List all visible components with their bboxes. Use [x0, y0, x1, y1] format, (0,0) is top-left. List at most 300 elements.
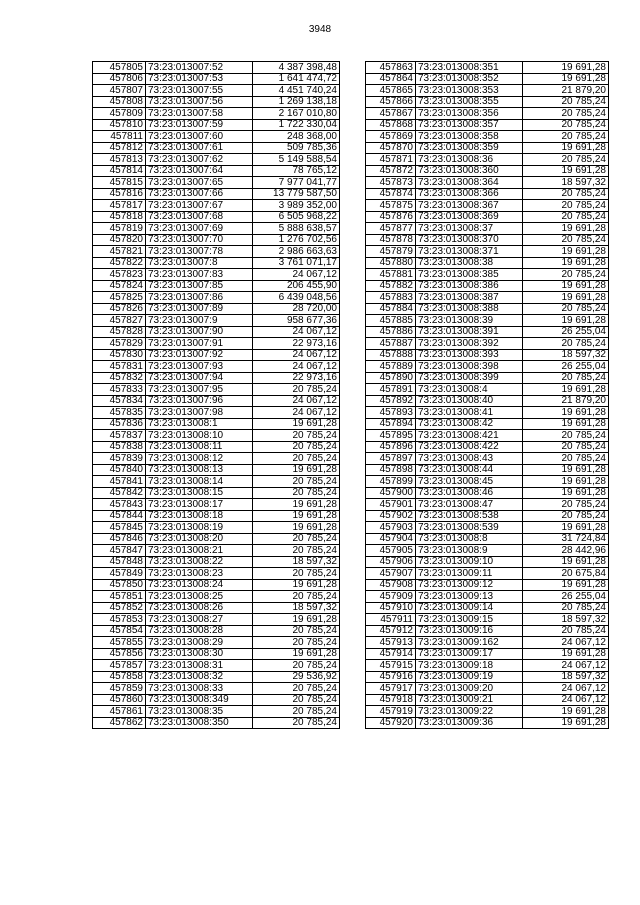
table-row [93, 280, 340, 292]
value-cell: 19 691,28 [523, 717, 609, 729]
table-row [366, 200, 609, 212]
cadastral-number-cell: 73:23:013008:13 [146, 464, 253, 476]
row-id-cell: 457906 [366, 556, 416, 568]
cadastral-number-cell: 73:23:013009:19 [416, 671, 523, 683]
table-row [93, 361, 340, 373]
row-id-cell: 457919 [366, 706, 416, 718]
row-id-cell: 457894 [366, 418, 416, 430]
cadastral-number-cell: 73:23:013008:349 [146, 694, 253, 706]
cadastral-number-cell: 73:23:013008:371 [416, 246, 523, 258]
table-row [366, 326, 609, 338]
cadastral-number-cell: 73:23:013007:89 [146, 303, 253, 315]
row-id-cell: 457871 [366, 154, 416, 166]
value-cell: 4 387 398,48 [253, 62, 340, 74]
value-cell: 19 691,28 [523, 315, 609, 327]
row-id-cell: 457886 [366, 326, 416, 338]
table-row [366, 280, 609, 292]
row-id-cell: 457872 [366, 165, 416, 177]
row-id-cell: 457905 [366, 545, 416, 557]
cadastral-number-cell: 73:23:013008:35 [146, 706, 253, 718]
row-id-cell: 457916 [366, 671, 416, 683]
table-row [366, 591, 609, 603]
table-row [93, 671, 340, 683]
table-row [366, 165, 609, 177]
table-row [93, 223, 340, 235]
value-cell: 20 785,24 [253, 625, 340, 637]
row-id-cell: 457840 [93, 464, 146, 476]
value-cell: 5 149 588,54 [253, 154, 340, 166]
table-row [366, 372, 609, 384]
row-id-cell: 457835 [93, 407, 146, 419]
row-id-cell: 457869 [366, 131, 416, 143]
value-cell: 13 779 587,50 [253, 188, 340, 200]
row-id-cell: 457898 [366, 464, 416, 476]
cadastral-number-cell: 73:23:013007:93 [146, 361, 253, 373]
cadastral-number-cell: 73:23:013008:539 [416, 522, 523, 534]
table-row [93, 591, 340, 603]
cadastral-number-cell: 73:23:013008:45 [416, 476, 523, 488]
table-row [366, 499, 609, 511]
value-cell: 2 167 010,80 [253, 108, 340, 120]
cadastral-number-cell: 73:23:013007:66 [146, 188, 253, 200]
value-cell: 24 067,12 [523, 683, 609, 695]
cadastral-number-cell: 73:23:013008:27 [146, 614, 253, 626]
table-row [93, 418, 340, 430]
value-cell: 5 888 638,57 [253, 223, 340, 235]
cadastral-number-cell: 73:23:013008:11 [146, 441, 253, 453]
table-row [366, 154, 609, 166]
cadastral-number-cell: 73:23:013009:12 [416, 579, 523, 591]
table-row [93, 200, 340, 212]
value-cell: 20 785,24 [523, 453, 609, 465]
cadastral-number-cell: 73:23:013009:17 [416, 648, 523, 660]
cadastral-number-cell: 73:23:013008:366 [416, 188, 523, 200]
value-cell: 24 067,12 [253, 395, 340, 407]
row-id-cell: 457856 [93, 648, 146, 660]
cadastral-number-cell: 73:23:013009:16 [416, 625, 523, 637]
row-id-cell: 457817 [93, 200, 146, 212]
value-cell: 1 641 474,72 [253, 73, 340, 85]
row-id-cell: 457841 [93, 476, 146, 488]
row-id-cell: 457836 [93, 418, 146, 430]
table-row [93, 384, 340, 396]
value-cell: 19 691,28 [253, 499, 340, 511]
cadastral-number-cell: 73:23:013009:162 [416, 637, 523, 649]
value-cell: 19 691,28 [523, 464, 609, 476]
table-row [366, 430, 609, 442]
value-cell: 19 691,28 [253, 614, 340, 626]
cadastral-number-cell: 73:23:013008:19 [146, 522, 253, 534]
table-row [93, 453, 340, 465]
row-id-cell: 457828 [93, 326, 146, 338]
table-row [93, 694, 340, 706]
row-id-cell: 457819 [93, 223, 146, 235]
value-cell: 26 255,04 [523, 591, 609, 603]
value-cell: 26 255,04 [523, 326, 609, 338]
table-row [93, 315, 340, 327]
table-row [366, 292, 609, 304]
row-id-cell: 457829 [93, 338, 146, 350]
table-row [93, 349, 340, 361]
value-cell: 20 785,24 [253, 453, 340, 465]
row-id-cell: 457831 [93, 361, 146, 373]
table-row [366, 717, 609, 729]
table-row [93, 637, 340, 649]
cadastral-number-cell: 73:23:013007:85 [146, 280, 253, 292]
row-id-cell: 457915 [366, 660, 416, 672]
value-cell: 18 597,32 [523, 177, 609, 189]
table-row [366, 637, 609, 649]
table-row [93, 441, 340, 453]
row-id-cell: 457824 [93, 280, 146, 292]
row-id-cell: 457853 [93, 614, 146, 626]
table-row [93, 177, 340, 189]
cadastral-number-cell: 73:23:013008:18 [146, 510, 253, 522]
row-id-cell: 457904 [366, 533, 416, 545]
table-row [93, 142, 340, 154]
value-cell: 20 785,24 [253, 441, 340, 453]
table-row [93, 476, 340, 488]
value-cell: 19 691,28 [523, 223, 609, 235]
cadastral-number-cell: 73:23:013008:31 [146, 660, 253, 672]
value-cell: 19 691,28 [523, 579, 609, 591]
table-row [93, 119, 340, 131]
row-id-cell: 457846 [93, 533, 146, 545]
row-id-cell: 457865 [366, 85, 416, 97]
value-cell: 24 067,12 [253, 361, 340, 373]
cadastral-number-cell: 73:23:013008:40 [416, 395, 523, 407]
cadastral-number-cell: 73:23:013008:351 [416, 62, 523, 74]
value-cell: 20 785,24 [253, 660, 340, 672]
row-id-cell: 457877 [366, 223, 416, 235]
cadastral-number-cell: 73:23:013008:41 [416, 407, 523, 419]
table-row [93, 602, 340, 614]
value-cell: 20 785,24 [253, 545, 340, 557]
cadastral-number-cell: 73:23:013008:9 [416, 545, 523, 557]
value-cell: 19 691,28 [523, 487, 609, 499]
value-cell: 19 691,28 [523, 407, 609, 419]
value-cell: 19 691,28 [523, 476, 609, 488]
value-cell: 19 691,28 [523, 257, 609, 269]
table-row [366, 694, 609, 706]
row-id-cell: 457812 [93, 142, 146, 154]
table-row [93, 292, 340, 304]
cadastral-number-cell: 73:23:013007:91 [146, 338, 253, 350]
value-cell: 19 691,28 [253, 648, 340, 660]
table-row [93, 303, 340, 315]
row-id-cell: 457823 [93, 269, 146, 281]
row-id-cell: 457880 [366, 257, 416, 269]
table-row [93, 188, 340, 200]
value-cell: 20 785,24 [523, 269, 609, 281]
value-cell: 20 785,24 [523, 211, 609, 223]
value-cell: 24 067,12 [523, 637, 609, 649]
table-row [93, 85, 340, 97]
cadastral-number-cell: 73:23:013007:92 [146, 349, 253, 361]
cadastral-number-cell: 73:23:013008:22 [146, 556, 253, 568]
row-id-cell: 457870 [366, 142, 416, 154]
cadastral-number-cell: 73:23:013007:59 [146, 119, 253, 131]
table-row [93, 326, 340, 338]
cadastral-number-cell: 73:23:013008:26 [146, 602, 253, 614]
row-id-cell: 457866 [366, 96, 416, 108]
table-row [93, 246, 340, 258]
value-cell: 20 785,24 [523, 303, 609, 315]
table-row [366, 683, 609, 695]
cadastral-number-cell: 73:23:013009:36 [416, 717, 523, 729]
cadastral-number-cell: 73:23:013007:61 [146, 142, 253, 154]
row-id-cell: 457843 [93, 499, 146, 511]
value-cell: 19 691,28 [523, 73, 609, 85]
row-id-cell: 457889 [366, 361, 416, 373]
value-cell: 20 785,24 [523, 234, 609, 246]
row-id-cell: 457908 [366, 579, 416, 591]
value-cell: 20 785,24 [523, 200, 609, 212]
table-row [366, 188, 609, 200]
value-cell: 20 785,24 [253, 430, 340, 442]
row-id-cell: 457838 [93, 441, 146, 453]
row-id-cell: 457848 [93, 556, 146, 568]
value-cell: 24 067,12 [253, 407, 340, 419]
row-id-cell: 457860 [93, 694, 146, 706]
cadastral-number-cell: 73:23:013008:359 [416, 142, 523, 154]
row-id-cell: 457861 [93, 706, 146, 718]
table-row [366, 614, 609, 626]
value-cell: 3 761 071,17 [253, 257, 340, 269]
row-id-cell: 457847 [93, 545, 146, 557]
row-id-cell: 457830 [93, 349, 146, 361]
cadastral-number-cell: 73:23:013007:8 [146, 257, 253, 269]
value-cell: 19 691,28 [523, 62, 609, 74]
row-id-cell: 457899 [366, 476, 416, 488]
row-id-cell: 457821 [93, 246, 146, 258]
table-row [366, 625, 609, 637]
cadastral-number-cell: 73:23:013008:12 [146, 453, 253, 465]
cadastral-number-cell: 73:23:013007:90 [146, 326, 253, 338]
row-id-cell: 457875 [366, 200, 416, 212]
table-row [93, 395, 340, 407]
value-cell: 2 986 663,63 [253, 246, 340, 258]
row-id-cell: 457837 [93, 430, 146, 442]
row-id-cell: 457857 [93, 660, 146, 672]
cadastral-number-cell: 73:23:013008:355 [416, 96, 523, 108]
table-row [366, 407, 609, 419]
value-cell: 78 765,12 [253, 165, 340, 177]
row-id-cell: 457868 [366, 119, 416, 131]
value-cell: 18 597,32 [523, 671, 609, 683]
value-cell: 248 368,00 [253, 131, 340, 143]
cadastral-number-cell: 73:23:013008:387 [416, 292, 523, 304]
cadastral-number-cell: 73:23:013008:357 [416, 119, 523, 131]
value-cell: 20 785,24 [523, 625, 609, 637]
table-row [366, 453, 609, 465]
value-cell: 22 973,16 [253, 372, 340, 384]
value-cell: 7 977 041,77 [253, 177, 340, 189]
row-id-cell: 457813 [93, 154, 146, 166]
table-row [366, 177, 609, 189]
cadastral-number-cell: 73:23:013007:58 [146, 108, 253, 120]
value-cell: 20 785,24 [523, 119, 609, 131]
value-cell: 206 455,90 [253, 280, 340, 292]
value-cell: 20 785,24 [523, 430, 609, 442]
value-cell: 24 067,12 [253, 269, 340, 281]
table-row [93, 706, 340, 718]
row-id-cell: 457900 [366, 487, 416, 499]
table-row [366, 648, 609, 660]
cadastral-number-cell: 73:23:013007:64 [146, 165, 253, 177]
row-id-cell: 457909 [366, 591, 416, 603]
cadastral-number-cell: 73:23:013008:39 [416, 315, 523, 327]
cadastral-number-cell: 73:23:013008:30 [146, 648, 253, 660]
cadastral-number-cell: 73:23:013008:369 [416, 211, 523, 223]
value-cell: 19 691,28 [523, 418, 609, 430]
row-id-cell: 457910 [366, 602, 416, 614]
cadastral-number-cell: 73:23:013009:13 [416, 591, 523, 603]
table-row [366, 303, 609, 315]
cadastral-number-cell: 73:23:013008:350 [146, 717, 253, 729]
cadastral-number-cell: 73:23:013008:8 [416, 533, 523, 545]
row-id-cell: 457913 [366, 637, 416, 649]
value-cell: 18 597,32 [523, 614, 609, 626]
cadastral-number-cell: 73:23:013008:4 [416, 384, 523, 396]
value-cell: 20 785,24 [523, 338, 609, 350]
cadastral-number-cell: 73:23:013008:360 [416, 165, 523, 177]
table-row [366, 579, 609, 591]
value-cell: 20 785,24 [253, 683, 340, 695]
table-row [366, 108, 609, 120]
table-row [366, 119, 609, 131]
row-id-cell: 457863 [366, 62, 416, 74]
value-cell: 24 067,12 [523, 660, 609, 672]
row-id-cell: 457884 [366, 303, 416, 315]
row-id-cell: 457874 [366, 188, 416, 200]
value-cell: 20 785,24 [523, 188, 609, 200]
row-id-cell: 457879 [366, 246, 416, 258]
value-cell: 20 785,24 [523, 372, 609, 384]
row-id-cell: 457852 [93, 602, 146, 614]
table-row [93, 73, 340, 85]
row-id-cell: 457888 [366, 349, 416, 361]
row-id-cell: 457876 [366, 211, 416, 223]
value-cell: 24 067,12 [523, 694, 609, 706]
value-cell: 20 785,24 [523, 108, 609, 120]
table-row [366, 522, 609, 534]
table-row [93, 510, 340, 522]
row-id-cell: 457834 [93, 395, 146, 407]
table-row [366, 384, 609, 396]
cadastral-number-cell: 73:23:013007:67 [146, 200, 253, 212]
table-row [366, 568, 609, 580]
table-row [93, 62, 340, 74]
value-cell: 958 677,36 [253, 315, 340, 327]
row-id-cell: 457897 [366, 453, 416, 465]
cadastral-number-cell: 73:23:013007:70 [146, 234, 253, 246]
row-id-cell: 457844 [93, 510, 146, 522]
cadastral-number-cell: 73:23:013008:20 [146, 533, 253, 545]
row-id-cell: 457818 [93, 211, 146, 223]
value-cell: 21 879,20 [523, 85, 609, 97]
cadastral-number-cell: 73:23:013007:68 [146, 211, 253, 223]
table-row [93, 660, 340, 672]
cadastral-number-cell: 73:23:013008:352 [416, 73, 523, 85]
value-cell: 19 691,28 [523, 142, 609, 154]
table-row [93, 131, 340, 143]
row-id-cell: 457895 [366, 430, 416, 442]
cadastral-number-cell: 73:23:013008:370 [416, 234, 523, 246]
table-row [93, 257, 340, 269]
value-cell: 20 785,24 [523, 131, 609, 143]
cadastral-number-cell: 73:23:013009:20 [416, 683, 523, 695]
cadastral-number-cell: 73:23:013007:83 [146, 269, 253, 281]
table-row [93, 464, 340, 476]
row-id-cell: 457832 [93, 372, 146, 384]
value-cell: 18 597,32 [253, 602, 340, 614]
table-row [366, 96, 609, 108]
cadastral-number-cell: 73:23:013007:98 [146, 407, 253, 419]
value-cell: 19 691,28 [523, 706, 609, 718]
row-id-cell: 457854 [93, 625, 146, 637]
value-cell: 20 785,24 [523, 510, 609, 522]
cadastral-number-cell: 73:23:013009:15 [416, 614, 523, 626]
registry-table-right-body [366, 62, 609, 729]
value-cell: 31 724,84 [523, 533, 609, 545]
table-row [93, 108, 340, 120]
cadastral-number-cell: 73:23:013009:10 [416, 556, 523, 568]
table-row [93, 407, 340, 419]
row-id-cell: 457842 [93, 487, 146, 499]
cadastral-number-cell: 73:23:013008:47 [416, 499, 523, 511]
table-row [93, 648, 340, 660]
cadastral-number-cell: 73:23:013008:33 [146, 683, 253, 695]
cadastral-number-cell: 73:23:013008:364 [416, 177, 523, 189]
row-id-cell: 457893 [366, 407, 416, 419]
row-id-cell: 457892 [366, 395, 416, 407]
cadastral-number-cell: 73:23:013007:52 [146, 62, 253, 74]
cadastral-number-cell: 73:23:013008:46 [416, 487, 523, 499]
table-row [93, 154, 340, 166]
cadastral-number-cell: 73:23:013007:53 [146, 73, 253, 85]
table-row [366, 349, 609, 361]
row-id-cell: 457891 [366, 384, 416, 396]
row-id-cell: 457810 [93, 119, 146, 131]
table-row [366, 85, 609, 97]
cadastral-number-cell: 73:23:013008:399 [416, 372, 523, 384]
table-row [366, 73, 609, 85]
row-id-cell: 457907 [366, 568, 416, 580]
row-id-cell: 457901 [366, 499, 416, 511]
row-id-cell: 457918 [366, 694, 416, 706]
row-id-cell: 457820 [93, 234, 146, 246]
cadastral-number-cell: 73:23:013008:25 [146, 591, 253, 603]
table-row [93, 499, 340, 511]
table-row [366, 510, 609, 522]
value-cell: 19 691,28 [523, 648, 609, 660]
table-row [366, 464, 609, 476]
value-cell: 3 989 352,00 [253, 200, 340, 212]
value-cell: 20 785,24 [253, 568, 340, 580]
cadastral-number-cell: 73:23:013009:18 [416, 660, 523, 672]
cadastral-number-cell: 73:23:013008:17 [146, 499, 253, 511]
table-row [366, 246, 609, 258]
row-id-cell: 457815 [93, 177, 146, 189]
value-cell: 1 269 138,18 [253, 96, 340, 108]
row-id-cell: 457903 [366, 522, 416, 534]
value-cell: 20 785,24 [253, 717, 340, 729]
row-id-cell: 457912 [366, 625, 416, 637]
value-cell: 6 505 968,22 [253, 211, 340, 223]
table-row [366, 671, 609, 683]
row-id-cell: 457811 [93, 131, 146, 143]
